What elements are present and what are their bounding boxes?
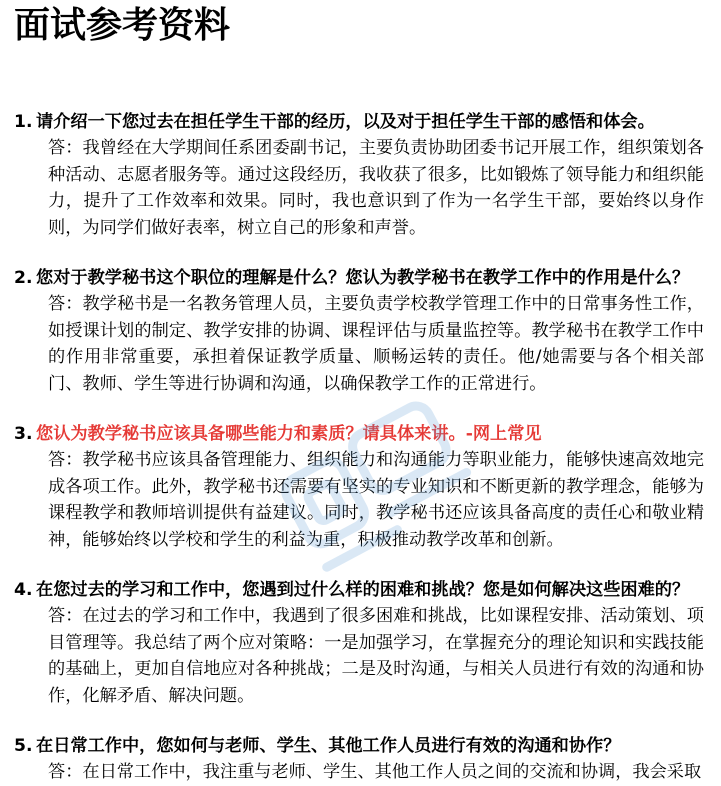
question-number: 5. bbox=[14, 736, 33, 757]
qa-item-4 bbox=[14, 577, 721, 709]
answer-2: 答：教学秘书是一名教务管理人员，主要负责学校教学管理工作中的日常事务性工作，如授课计划的制定、教学安排的协调、课程评估与质量监控等。教学秘书在教学工作中的作用非常重要，承担着保证教学质量、顺畅运转的责任。他/她需要与各个相关部门、教师、学生等进行协调和沟通，以确保教学工作的正常进行。 bbox=[48, 294, 704, 394]
qa-item-1 bbox=[14, 109, 721, 241]
question-3 bbox=[14, 421, 721, 447]
question-number: 2. bbox=[14, 268, 33, 289]
question-text: 请介绍一下您过去在担任学生干部的经历，以及对于担任学生干部的感悟和体会。 bbox=[36, 112, 655, 132]
qa-list bbox=[14, 109, 721, 783]
question-text: 在日常工作中，您如何与老师、学生、其他工作人员进行有效的沟通和协作？ bbox=[36, 736, 621, 757]
answer-4: 答：在过去的学习和工作中，我遇到了很多困难和挑战，比如课程安排、活动策划、项目管理等。我总结了两个应对策略：一是加强学习，在掌握充分的理论知识和实践技能的基础上，更加自信地应对各种挑战；二是及时沟通，与相关人员进行有效的沟通和协作，化解矛盾、解决问题。 bbox=[48, 606, 704, 706]
question-text-highlighted: 您认为教学秘书应该具备哪些能力和素质？请具体来讲。-网上常见 bbox=[36, 424, 542, 445]
question-4 bbox=[14, 577, 721, 603]
answer-1: 答：我曾经在大学期间任系团委副书记，主要负责协助团委书记开展工作，组织策划各种活动、志愿者服务等。通过这段经历，我收获了很多，比如锻炼了领导能力和组织能力，提升了工作效率和效果。同时，我也意识到了作为一名学生干部，要始终以身作则，为同学们做好表率，树立自己的形象和声誉。 bbox=[48, 138, 704, 238]
answer-3: 答：教学秘书应该具备管理能力、组织能力和沟通能力等职业能力，能够快速高效地完成各项工作。此外，教学秘书还需要有坚实的专业知识和不断更新的教学理念，能够为课程教学和教师培训提供有益建议。同时，教学秘书还应该具备高度的责任心和敬业精神，能够始终以学校和学生的利益为重，积极推动教学改革和创新。 bbox=[48, 450, 704, 550]
question-number: 4. bbox=[14, 580, 33, 601]
question-text: 在您过去的学习和工作中，您遇到过什么样的困难和挑战？您是如何解决这些困难的？ bbox=[36, 580, 690, 601]
question-2 bbox=[14, 265, 721, 291]
qa-item-2 bbox=[14, 265, 721, 397]
question-text: 您对于教学秘书这个职位的理解是什么？您认为教学秘书在教学工作中的作用是什么？ bbox=[36, 268, 690, 289]
qa-item-3 bbox=[14, 421, 721, 553]
question-5 bbox=[14, 733, 721, 759]
answer-5: 答：在日常工作中，我注重与老师、学生、其他工作人员之间的交流和协调，我会采取 bbox=[48, 762, 702, 783]
question-number: 3. bbox=[14, 424, 33, 445]
question-1 bbox=[14, 109, 721, 135]
question-number: 1. bbox=[14, 112, 33, 132]
document-title: 面试参考资料 bbox=[14, 5, 231, 46]
qa-item-5 bbox=[14, 733, 721, 783]
